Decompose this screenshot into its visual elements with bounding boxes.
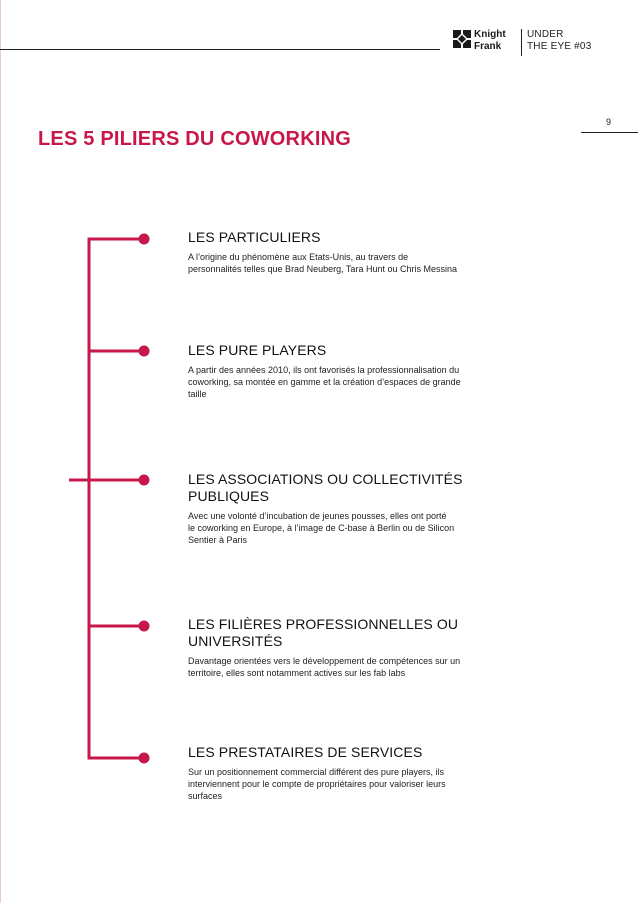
- pillar-title: LES PURE PLAYERS: [188, 342, 327, 358]
- logo-line-1: Knight: [474, 29, 506, 40]
- pillar-title: LES PRESTATAIRES DE SERVICES: [188, 744, 423, 760]
- timeline-dot-2: [139, 346, 150, 357]
- pillar-title: LES FILIÈRES PROFESSIONNELLES OU UNIVERSITÉS: [188, 616, 459, 649]
- pillar-title: LES ASSOCIATIONS OU COLLECTIVITÉS PUBLIQUES: [188, 471, 463, 504]
- pillar-prestataires: [188, 744, 518, 802]
- pillar-text: A partir des années 2010, ils ont favorisés la professionnalisation du coworking, sa montée en gamme et la création d’espaces de grande taille: [188, 365, 461, 399]
- pillar-text: Avec une volonté d’incubation de jeunes pousses, elles ont porté le coworking en Europe, à l’image de C-base à Berlin ou de Silicon Sentier à Paris: [188, 511, 455, 545]
- pillar-particuliers: [188, 229, 518, 275]
- logo-line-2: Frank: [474, 41, 502, 52]
- page-number: 9: [606, 117, 612, 127]
- pillar-filieres: [188, 616, 518, 679]
- timeline-dot-4: [139, 621, 150, 632]
- pillar-title: LES PARTICULIERS: [188, 229, 321, 245]
- pillar-text: Sur un positionnement commercial différent des pure players, ils interviennent pour le compte de propriétaires pour valoriser leurs surfaces: [188, 767, 446, 801]
- pillar-text: Davantage orientées vers le développement de compétences sur un territoire, elles sont notamment actives sur les fab labs: [188, 656, 461, 678]
- page-title: LES 5 PILIERS DU COWORKING: [38, 128, 352, 150]
- pillar-text: A l’origine du phénomène aux Etats-Unis, au travers de personnalités telles que Brad Neuberg, Tara Hunt ou Chris Messina: [188, 252, 457, 274]
- issue-line-2: THE EYE #03: [527, 41, 592, 52]
- pillar-pure-players: [188, 342, 518, 400]
- timeline-dot-3: [139, 475, 150, 486]
- issue-line-1: UNDER: [527, 29, 564, 40]
- timeline-dot-1: [139, 234, 150, 245]
- pillar-associations: [188, 471, 518, 546]
- timeline-dot-5: [139, 753, 150, 764]
